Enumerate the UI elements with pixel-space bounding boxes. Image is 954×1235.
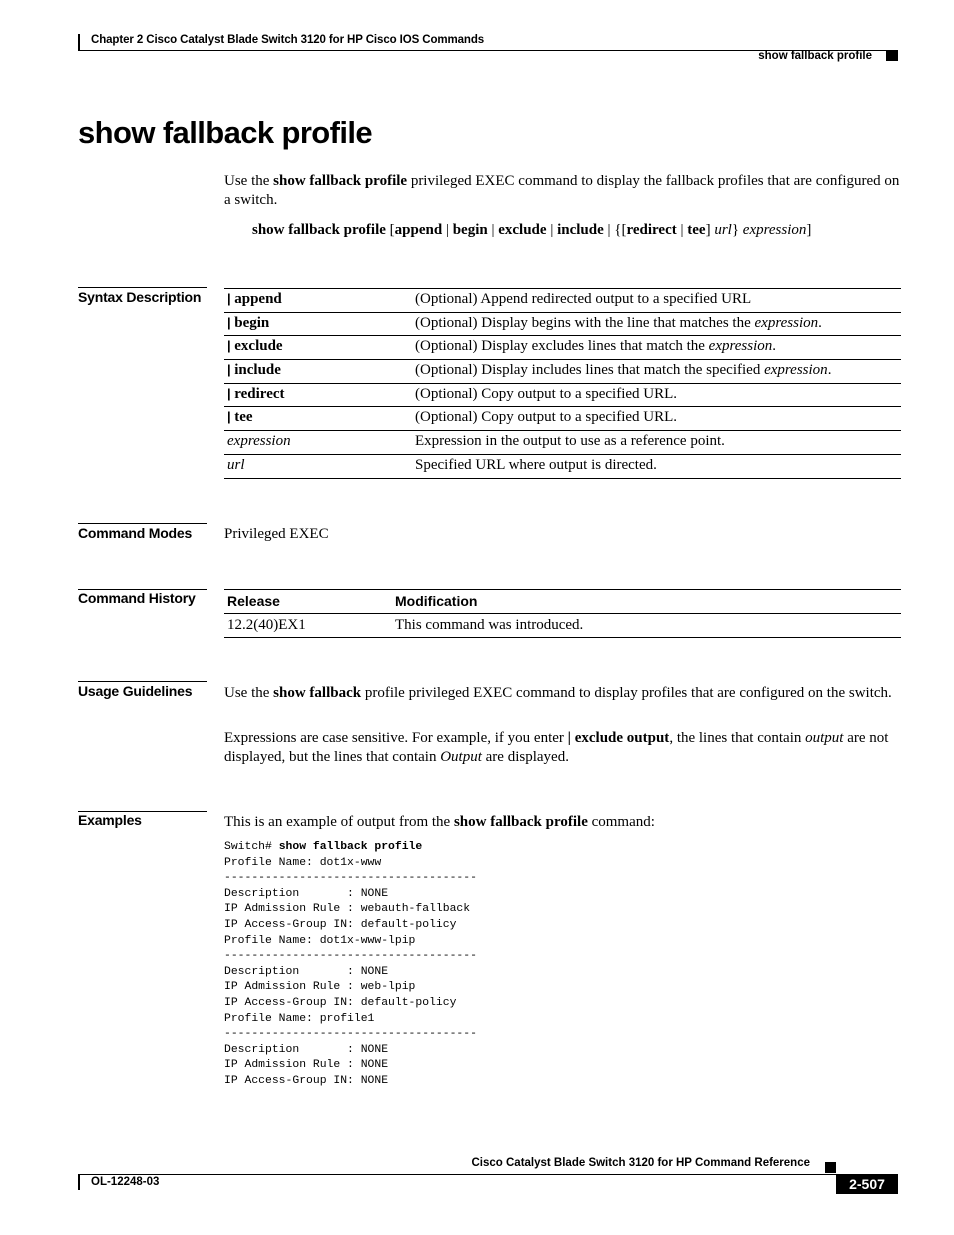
syntax-row [224, 289, 901, 313]
section-label-syntax: Syntax Description [78, 289, 202, 305]
syntax-description-cell: (Optional) Copy output to a specified URL. [412, 383, 901, 407]
intro-paragraph: Use the show fallback profile privileged EXEC command to display the fallback profiles that are configured on a switch. [224, 173, 900, 208]
section-rule-modes [78, 523, 207, 524]
history-modification-cell: This command was introduced. [392, 614, 901, 638]
command-modes-value: Privileged EXEC [224, 526, 329, 542]
header-chapter: Chapter 2 Cisco Catalyst Blade Switch 3120 for HP Cisco IOS Commands [91, 34, 485, 46]
intro-command: show fallback profile [273, 173, 408, 189]
section-label-examples: Examples [78, 812, 142, 828]
syntax-row [224, 312, 901, 336]
section-label-history: Command History [78, 590, 196, 606]
section-label-usage: Usage Guidelines [78, 683, 193, 699]
syntax-description-cell: (Optional) Display excludes lines that match the expression. [412, 336, 901, 360]
section-rule-syntax [78, 287, 207, 288]
footer-doc-id: OL-12248-03 [91, 1176, 160, 1188]
footer-square [825, 1162, 836, 1173]
footer-bar [78, 1174, 80, 1190]
syntax-row [224, 383, 901, 407]
page-title: show fallback profile [78, 115, 373, 150]
syntax-row [224, 336, 901, 360]
footer-title: Cisco Catalyst Blade Switch 3120 for HP Command Reference [471, 1157, 810, 1169]
usage-paragraph-1: Use the show fallback profile privileged EXEC command to display profiles that are configured on the switch. [224, 685, 892, 701]
syntax-keyword-cell: | exclude [224, 336, 412, 360]
history-header-release: Release [224, 590, 392, 614]
section-rule-usage [78, 681, 207, 682]
syntax-table [224, 288, 901, 479]
syntax-description-cell: Expression in the output to use as a reference point. [412, 431, 901, 455]
example-output: Switch# show fallback profile Profile Name: dot1x-www ------------------------------------- Description : NONE IP Admission Rule : webauth-fallback IP Access-Group IN: default-policy Profile Name: dot1x-www-lpip ------------------------------------- Description : NONE IP Admission Rule : web-lpip IP Access-Group IN: default-policy Profile Name: profile1 ------------------------------------- Description : NONE IP Admission Rule : NONE IP Access-Group IN: NONE [224, 841, 477, 1087]
syntax-description-cell: (Optional) Copy output to a specified URL. [412, 407, 901, 431]
syntax-row [224, 407, 901, 431]
footer-page-number: 2-507 [836, 1175, 898, 1194]
syntax-description-cell: (Optional) Display begins with the line that matches the expression. [412, 312, 901, 336]
footer-rule [78, 1174, 898, 1175]
syntax-line: show fallback profile [append | begin | exclude | include | {[redirect | tee] url} expression] [252, 222, 812, 238]
syntax-keyword-cell: | tee [224, 407, 412, 431]
header-bar [78, 34, 80, 50]
syntax-row [224, 431, 901, 455]
syntax-description-cell: (Optional) Append redirected output to a specified URL [412, 289, 901, 313]
example-output-text: Profile Name: dot1x-www ------------------------------------- Description : NONE IP Admission Rule : webauth-fallback IP Access-Group IN: default-policy Profile Name: dot1x-www-lpip ------------------------------------- Description : NONE IP Admission Rule : web-lpip IP Access-Group IN: default-policy Profile Name: profile1 ------------------------------------- Description : NONE IP Admission Rule : NONE IP Access-Group IN: NONE [224, 856, 477, 1087]
syntax-keyword-cell: | append [224, 289, 412, 313]
history-table [224, 589, 901, 638]
syntax-row [224, 360, 901, 384]
section-label-modes: Command Modes [78, 525, 193, 541]
history-row [224, 614, 901, 638]
usage-paragraph-2: Expressions are case sensitive. For example, if you enter | exclude output, the lines that contain output are not displayed, but the lines that contain Output are displayed. [224, 730, 889, 765]
syntax-description-cell: (Optional) Display includes lines that match the specified expression. [412, 360, 901, 384]
syntax-keyword-cell: | redirect [224, 383, 412, 407]
syntax-row [224, 454, 901, 478]
example-typed-command: show fallback profile [278, 841, 423, 853]
header-topic: show fallback profile [758, 50, 872, 62]
history-release-cell: 12.2(40)EX1 [224, 614, 392, 638]
syntax-keyword-cell: | include [224, 360, 412, 384]
syntax-keyword-cell: expression [224, 431, 412, 455]
examples-intro: This is an example of output from the show fallback profile command: [224, 814, 655, 830]
syntax-keyword-cell: url [224, 454, 412, 478]
header-square [886, 50, 898, 61]
history-header-modification: Modification [392, 590, 901, 614]
syntax-description-cell: Specified URL where output is directed. [412, 454, 901, 478]
syntax-keyword-cell: | begin [224, 312, 412, 336]
